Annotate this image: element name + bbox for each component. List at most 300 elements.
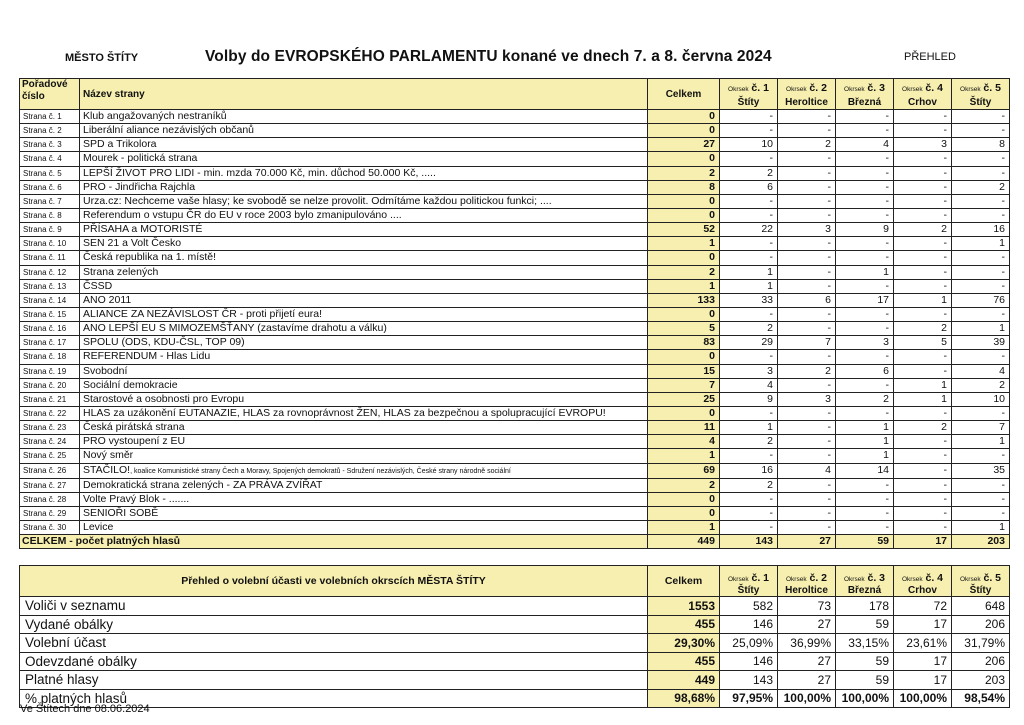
turnout-total: 449 — [648, 671, 720, 690]
party-total: 0 — [648, 492, 720, 506]
okrsek-votes: - — [778, 492, 836, 506]
turnout-value: 203 — [952, 671, 1010, 690]
party-number: Strana č. 20 — [20, 378, 80, 392]
turnout-table — [19, 565, 1010, 708]
okrsek-votes: - — [894, 478, 952, 492]
table-row — [20, 421, 1010, 435]
okrsek-votes: 8 — [952, 138, 1010, 152]
okrsek-votes: - — [894, 152, 952, 166]
party-number: Strana č. 4 — [20, 152, 80, 166]
turnout-row — [20, 652, 1010, 671]
party-number: Strana č. 14 — [20, 293, 80, 307]
party-name: Urza.cz: Nechceme vaše hlasy; ke svobodě se nelze provolit. Odmítáme každou politickou funkci; .... — [80, 194, 648, 208]
table-row — [20, 180, 1010, 194]
party-name: Nový směr — [80, 449, 648, 463]
party-number: Strana č. 9 — [20, 223, 80, 237]
okrsek-votes: - — [894, 520, 952, 534]
okrsek-votes: 1 — [894, 392, 952, 406]
okrsek-votes: - — [894, 307, 952, 321]
okrsek-votes: 3 — [778, 223, 836, 237]
okrsek-votes: 6 — [778, 293, 836, 307]
okrsek-votes: - — [836, 322, 894, 336]
okrsek-total: 203 — [952, 535, 1010, 549]
turnout-total: 455 — [648, 652, 720, 671]
okrsek-votes: 17 — [836, 293, 894, 307]
okrsek-votes: - — [778, 378, 836, 392]
party-name: PŘÍSAHA a MOTORISTÉ — [80, 223, 648, 237]
okrsek-header: Okrsek č. 4 Crhov — [894, 79, 952, 110]
okrsek-votes: - — [952, 478, 1010, 492]
okrsek-votes: - — [778, 322, 836, 336]
party-total: 0 — [648, 124, 720, 138]
okrsek-votes: - — [952, 492, 1010, 506]
okrsek-header: Okrsek č. 5 Štíty — [952, 566, 1010, 597]
turnout-value: 59 — [836, 671, 894, 690]
okrsek-votes: - — [836, 110, 894, 124]
okrsek-votes: - — [778, 265, 836, 279]
party-name: SPOLU (ODS, KDU-ČSL, TOP 09) — [80, 336, 648, 350]
summary-label: PŘEHLED — [904, 51, 956, 63]
party-name: Liberální aliance nezávislých občanů — [80, 124, 648, 138]
col-order-header: Pořadové číslo — [20, 79, 80, 110]
okrsek-votes: - — [778, 478, 836, 492]
table-row — [20, 322, 1010, 336]
okrsek-header: Okrsek č. 3 Březná — [836, 79, 894, 110]
okrsek-votes: - — [720, 406, 778, 420]
party-name: HLAS za uzákonění EUTANAZIE, HLAS za rovnoprávnost ŽEN, HLAS za bezpečnou a spolupracující EVROPU! — [80, 406, 648, 420]
okrsek-votes: 1 — [836, 421, 894, 435]
okrsek-votes: - — [894, 110, 952, 124]
table-row — [20, 392, 1010, 406]
turnout-value: 100,00% — [894, 689, 952, 708]
table-row — [20, 293, 1010, 307]
okrsek-votes: 7 — [952, 421, 1010, 435]
party-number: Strana č. 15 — [20, 307, 80, 321]
footer-date: Ve Štítech dne 08.06.2024 — [20, 703, 150, 715]
okrsek-votes: 1 — [720, 265, 778, 279]
party-number: Strana č. 18 — [20, 350, 80, 364]
okrsek-votes: - — [952, 265, 1010, 279]
okrsek-votes: - — [894, 364, 952, 378]
okrsek-votes: - — [836, 279, 894, 293]
okrsek-votes: - — [836, 124, 894, 138]
okrsek-votes: 39 — [952, 336, 1010, 350]
okrsek-votes: 76 — [952, 293, 1010, 307]
party-total: 2 — [648, 478, 720, 492]
party-number: Strana č. 29 — [20, 506, 80, 520]
turnout-title: Přehled o volební účasti ve volebních okrscích MĚSTA ŠTÍTY — [20, 566, 648, 597]
okrsek-votes: - — [778, 307, 836, 321]
okrsek-votes: 22 — [720, 223, 778, 237]
okrsek-votes: - — [720, 237, 778, 251]
party-number: Strana č. 28 — [20, 492, 80, 506]
okrsek-votes: 7 — [778, 336, 836, 350]
okrsek-votes: - — [836, 180, 894, 194]
table-row — [20, 364, 1010, 378]
party-total: 8 — [648, 180, 720, 194]
okrsek-votes: 1 — [720, 421, 778, 435]
okrsek-votes: - — [778, 449, 836, 463]
okrsek-votes: - — [836, 406, 894, 420]
party-name: Demokratická strana zelených - ZA PRÁVA ZVÍŘAT — [80, 478, 648, 492]
party-total: 2 — [648, 166, 720, 180]
okrsek-votes: - — [894, 194, 952, 208]
turnout-value: 23,61% — [894, 634, 952, 653]
turnout-value: 27 — [778, 615, 836, 634]
okrsek-votes: 1 — [952, 322, 1010, 336]
okrsek-votes: 4 — [952, 364, 1010, 378]
party-total: 5 — [648, 322, 720, 336]
party-results-table — [19, 78, 1010, 549]
turnout-value: 59 — [836, 615, 894, 634]
party-total: 0 — [648, 110, 720, 124]
okrsek-votes: - — [836, 194, 894, 208]
okrsek-votes: - — [836, 237, 894, 251]
okrsek-total: 27 — [778, 535, 836, 549]
party-name: Svobodní — [80, 364, 648, 378]
okrsek-votes: 16 — [720, 463, 778, 478]
okrsek-votes: - — [778, 152, 836, 166]
okrsek-votes: 2 — [720, 166, 778, 180]
table-row — [20, 350, 1010, 364]
okrsek-votes: 2 — [720, 478, 778, 492]
okrsek-votes: 35 — [952, 463, 1010, 478]
party-name: ANO LEPŠÍ EU S MIMOZEMŠŤANY (zastavíme drahotu a válku) — [80, 322, 648, 336]
party-name: Starostové a osobnosti pro Evropu — [80, 392, 648, 406]
okrsek-header: Okrsek č. 1 Štíty — [720, 79, 778, 110]
okrsek-votes: - — [836, 492, 894, 506]
table-row — [20, 237, 1010, 251]
party-name: SENIOŘI SOBĚ — [80, 506, 648, 520]
okrsek-header: Okrsek č. 1 Štíty — [720, 566, 778, 597]
okrsek-votes: - — [778, 110, 836, 124]
okrsek-votes: 1 — [952, 237, 1010, 251]
turnout-row — [20, 597, 1010, 616]
okrsek-total: 17 — [894, 535, 952, 549]
table-row — [20, 378, 1010, 392]
okrsek-votes: 2 — [720, 322, 778, 336]
okrsek-votes: - — [836, 478, 894, 492]
party-number: Strana č. 8 — [20, 208, 80, 222]
okrsek-votes: 3 — [720, 364, 778, 378]
okrsek-votes: 9 — [720, 392, 778, 406]
turnout-label: Odevzdané obálky — [20, 652, 648, 671]
okrsek-header: Okrsek č. 2 Heroltice — [778, 79, 836, 110]
party-number: Strana č. 30 — [20, 520, 80, 534]
okrsek-votes: - — [952, 406, 1010, 420]
turnout-total: 455 — [648, 615, 720, 634]
okrsek-votes: - — [720, 449, 778, 463]
turnout-total: 29,30% — [648, 634, 720, 653]
party-number: Strana č. 24 — [20, 435, 80, 449]
party-number: Strana č. 12 — [20, 265, 80, 279]
okrsek-votes: 1 — [836, 265, 894, 279]
turnout-label: Voliči v seznamu — [20, 597, 648, 616]
party-total: 1 — [648, 237, 720, 251]
okrsek-votes: - — [952, 194, 1010, 208]
table-row — [20, 406, 1010, 420]
okrsek-votes: - — [894, 251, 952, 265]
okrsek-votes: 33 — [720, 293, 778, 307]
okrsek-votes: - — [952, 208, 1010, 222]
table-row — [20, 336, 1010, 350]
okrsek-total: 59 — [836, 535, 894, 549]
okrsek-votes: - — [952, 350, 1010, 364]
turnout-total-header: Celkem — [648, 566, 720, 597]
party-name: SPD a Trikolora — [80, 138, 648, 152]
party-name: PRO - Jindřicha Rajchla — [80, 180, 648, 194]
party-total: 1 — [648, 279, 720, 293]
okrsek-votes: - — [952, 166, 1010, 180]
okrsek-votes: - — [894, 435, 952, 449]
table-row — [20, 520, 1010, 534]
turnout-value: 582 — [720, 597, 778, 616]
okrsek-votes: 4 — [720, 378, 778, 392]
table-row — [20, 435, 1010, 449]
okrsek-votes: 10 — [952, 392, 1010, 406]
okrsek-votes: - — [894, 350, 952, 364]
okrsek-votes: - — [894, 463, 952, 478]
party-number: Strana č. 17 — [20, 336, 80, 350]
table-row — [20, 138, 1010, 152]
okrsek-votes: - — [894, 265, 952, 279]
okrsek-votes: 1 — [720, 279, 778, 293]
okrsek-votes: - — [894, 506, 952, 520]
turnout-total: 1553 — [648, 597, 720, 616]
turnout-value: 206 — [952, 652, 1010, 671]
table-row — [20, 478, 1010, 492]
party-total: 1 — [648, 520, 720, 534]
turnout-value: 17 — [894, 652, 952, 671]
okrsek-votes: - — [778, 124, 836, 138]
okrsek-votes: - — [778, 180, 836, 194]
okrsek-votes: - — [836, 378, 894, 392]
party-number: Strana č. 19 — [20, 364, 80, 378]
okrsek-votes: - — [778, 194, 836, 208]
okrsek-votes: 1 — [952, 520, 1010, 534]
okrsek-total: 143 — [720, 535, 778, 549]
party-name: Strana zelených — [80, 265, 648, 279]
okrsek-votes: - — [778, 421, 836, 435]
turnout-value: 98,54% — [952, 689, 1010, 708]
turnout-value: 59 — [836, 652, 894, 671]
okrsek-votes: - — [894, 124, 952, 138]
okrsek-header: Okrsek č. 3 Březná — [836, 566, 894, 597]
turnout-value: 146 — [720, 615, 778, 634]
okrsek-votes: 2 — [894, 322, 952, 336]
party-total: 0 — [648, 307, 720, 321]
party-name: ANO 2011 — [80, 293, 648, 307]
okrsek-votes: 29 — [720, 336, 778, 350]
total-row — [20, 535, 1010, 549]
party-total: 52 — [648, 223, 720, 237]
okrsek-votes: - — [836, 208, 894, 222]
party-name: ALIANCE ZA NEZÁVISLOST ČR - proti přijetí eura! — [80, 307, 648, 321]
party-name: Česká pirátská strana — [80, 421, 648, 435]
party-name: Levice — [80, 520, 648, 534]
turnout-value: 27 — [778, 652, 836, 671]
grand-total: 449 — [648, 535, 720, 549]
okrsek-votes: 1 — [894, 293, 952, 307]
okrsek-votes: - — [894, 406, 952, 420]
okrsek-votes: 6 — [836, 364, 894, 378]
okrsek-header: Okrsek č. 4 Crhov — [894, 566, 952, 597]
okrsek-votes: 3 — [778, 392, 836, 406]
party-total: 0 — [648, 208, 720, 222]
party-name: Volte Pravý Blok - ....... — [80, 492, 648, 506]
table-row — [20, 463, 1010, 478]
party-number: Strana č. 1 — [20, 110, 80, 124]
okrsek-votes: 3 — [894, 138, 952, 152]
turnout-value: 33,15% — [836, 634, 894, 653]
okrsek-votes: - — [952, 506, 1010, 520]
okrsek-votes: - — [778, 251, 836, 265]
okrsek-votes: 16 — [952, 223, 1010, 237]
okrsek-votes: 5 — [894, 336, 952, 350]
turnout-value: 97,95% — [720, 689, 778, 708]
okrsek-votes: 4 — [836, 138, 894, 152]
turnout-value: 25,09% — [720, 634, 778, 653]
okrsek-votes: - — [778, 435, 836, 449]
party-number: Strana č. 25 — [20, 449, 80, 463]
okrsek-votes: - — [720, 124, 778, 138]
table-row — [20, 223, 1010, 237]
okrsek-votes: - — [836, 152, 894, 166]
party-number: Strana č. 23 — [20, 421, 80, 435]
table-row — [20, 492, 1010, 506]
okrsek-votes: - — [836, 506, 894, 520]
okrsek-votes: - — [720, 110, 778, 124]
turnout-value: 100,00% — [778, 689, 836, 708]
party-total: 7 — [648, 378, 720, 392]
okrsek-votes: - — [720, 307, 778, 321]
okrsek-votes: - — [720, 506, 778, 520]
party-name: LEPŠÍ ŽIVOT PRO LIDI - min. mzda 70.000 Kč, min. důchod 50.000 Kč, ..... — [80, 166, 648, 180]
party-number: Strana č. 21 — [20, 392, 80, 406]
table-row — [20, 152, 1010, 166]
okrsek-votes: 3 — [836, 336, 894, 350]
party-total: 0 — [648, 152, 720, 166]
party-total: 1 — [648, 449, 720, 463]
okrsek-votes: - — [720, 152, 778, 166]
okrsek-votes: 1 — [836, 449, 894, 463]
turnout-value: 17 — [894, 615, 952, 634]
turnout-row — [20, 634, 1010, 653]
table-row — [20, 279, 1010, 293]
turnout-total: 98,68% — [648, 689, 720, 708]
turnout-value: 648 — [952, 597, 1010, 616]
turnout-value: 36,99% — [778, 634, 836, 653]
party-number: Strana č. 6 — [20, 180, 80, 194]
okrsek-votes: 14 — [836, 463, 894, 478]
okrsek-votes: - — [778, 208, 836, 222]
okrsek-votes: - — [778, 506, 836, 520]
okrsek-votes: 2 — [894, 421, 952, 435]
okrsek-votes: - — [720, 251, 778, 265]
okrsek-votes: 1 — [952, 435, 1010, 449]
okrsek-votes: - — [778, 350, 836, 364]
party-total: 11 — [648, 421, 720, 435]
table-row — [20, 307, 1010, 321]
okrsek-votes: - — [894, 180, 952, 194]
okrsek-votes: - — [952, 307, 1010, 321]
okrsek-votes: - — [720, 208, 778, 222]
turnout-value: 73 — [778, 597, 836, 616]
total-label: CELKEM - počet platných hlasů — [20, 535, 648, 549]
okrsek-votes: - — [952, 124, 1010, 138]
okrsek-votes: - — [836, 251, 894, 265]
okrsek-votes: 10 — [720, 138, 778, 152]
okrsek-votes: - — [778, 237, 836, 251]
okrsek-votes: - — [894, 492, 952, 506]
okrsek-votes: - — [894, 166, 952, 180]
party-total: 69 — [648, 463, 720, 478]
okrsek-votes: - — [952, 152, 1010, 166]
party-total: 0 — [648, 506, 720, 520]
okrsek-votes: - — [720, 350, 778, 364]
okrsek-votes: 2 — [952, 378, 1010, 392]
okrsek-votes: - — [836, 350, 894, 364]
okrsek-header: Okrsek č. 2 Heroltice — [778, 566, 836, 597]
turnout-value: 100,00% — [836, 689, 894, 708]
turnout-label: Volební účast — [20, 634, 648, 653]
party-name: Klub angažovaných nestraníků — [80, 110, 648, 124]
table-row — [20, 110, 1010, 124]
okrsek-votes: 9 — [836, 223, 894, 237]
document-title: Volby do EVROPSKÉHO PARLAMENTU konané ve dnech 7. a 8. června 2024 — [205, 48, 772, 65]
party-total: 2 — [648, 265, 720, 279]
table-row — [20, 449, 1010, 463]
party-name: SEN 21 a Volt Česko — [80, 237, 648, 251]
okrsek-votes: 1 — [836, 435, 894, 449]
table-row — [20, 208, 1010, 222]
turnout-label: % platných hlasů — [20, 689, 648, 708]
col-name-header: Název strany — [80, 79, 648, 110]
party-number: Strana č. 2 — [20, 124, 80, 138]
turnout-row — [20, 615, 1010, 634]
party-number: Strana č. 3 — [20, 138, 80, 152]
okrsek-votes: 1 — [894, 378, 952, 392]
party-total: 25 — [648, 392, 720, 406]
turnout-row — [20, 671, 1010, 690]
okrsek-votes: - — [778, 166, 836, 180]
party-name: PRO vystoupení z EU — [80, 435, 648, 449]
party-total: 27 — [648, 138, 720, 152]
okrsek-votes: 2 — [778, 364, 836, 378]
party-number: Strana č. 27 — [20, 478, 80, 492]
okrsek-votes: 4 — [778, 463, 836, 478]
party-number: Strana č. 11 — [20, 251, 80, 265]
party-name: STAČILO!, koalice Komunistické strany Čech a Moravy, Spojených demokratů - Sdružení nezávislých, České strany národně sociální — [80, 463, 648, 478]
party-total: 0 — [648, 194, 720, 208]
turnout-value: 178 — [836, 597, 894, 616]
turnout-value: 31,79% — [952, 634, 1010, 653]
okrsek-votes: - — [952, 110, 1010, 124]
table-row — [20, 251, 1010, 265]
turnout-value: 27 — [778, 671, 836, 690]
okrsek-votes: 6 — [720, 180, 778, 194]
okrsek-votes: - — [952, 251, 1010, 265]
party-total: 0 — [648, 251, 720, 265]
okrsek-votes: 2 — [952, 180, 1010, 194]
turnout-label: Platné hlasy — [20, 671, 648, 690]
table-row — [20, 265, 1010, 279]
party-number: Strana č. 26 — [20, 463, 80, 478]
okrsek-votes: - — [720, 492, 778, 506]
okrsek-votes: - — [836, 166, 894, 180]
okrsek-votes: 2 — [894, 223, 952, 237]
party-name: Sociální demokracie — [80, 378, 648, 392]
